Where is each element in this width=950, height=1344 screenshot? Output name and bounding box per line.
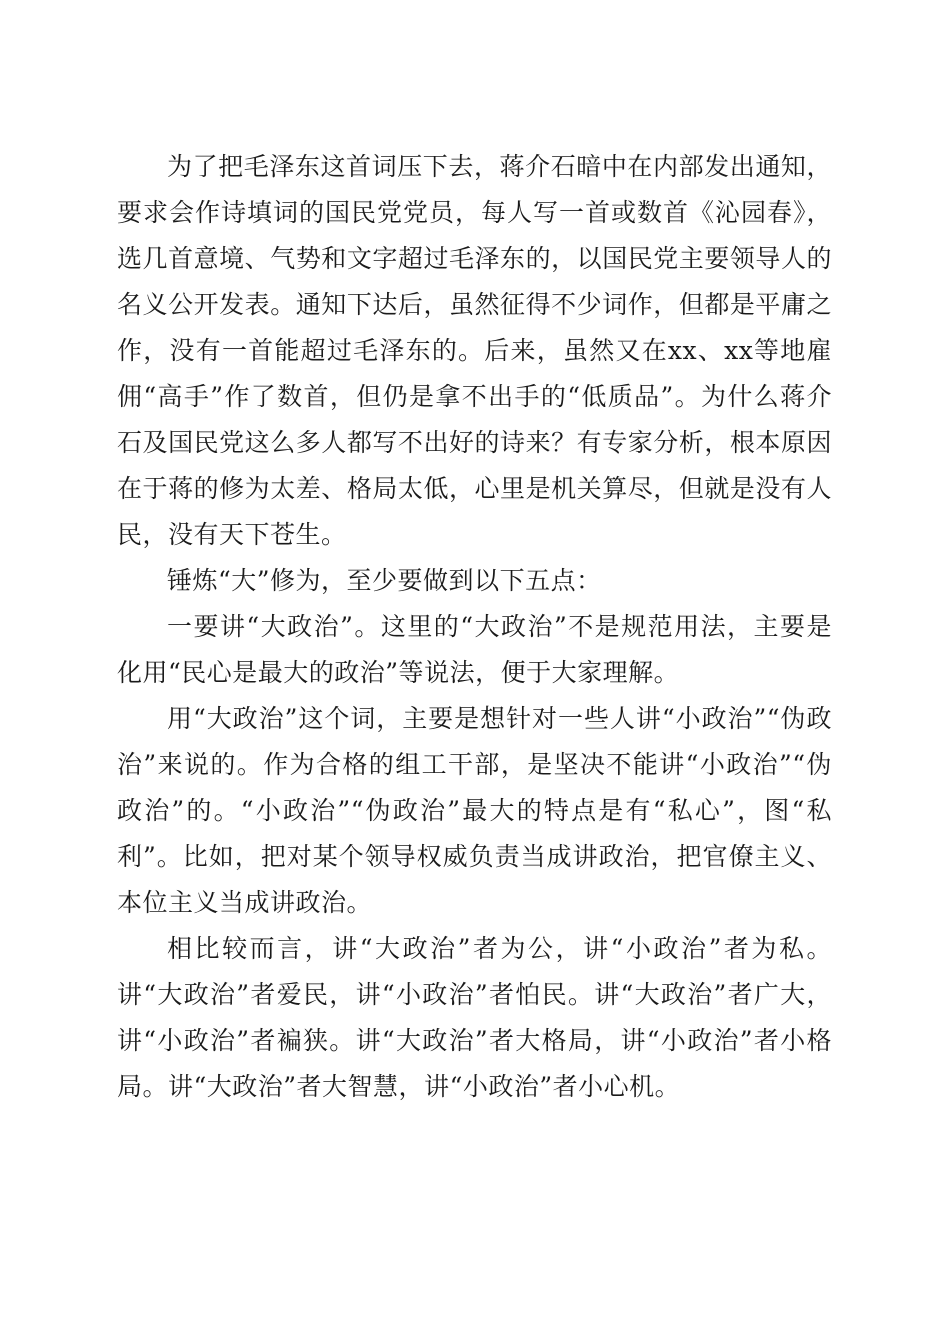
paragraph-jiang-poetry: 为了把毛泽东这首词压下去，蒋介石暗中在内部发出通知，要求会作诗填词的国民党党员，每人写一首或数首《沁园春》，选几首意境、气势和文字超过毛泽东的，以国民党主要领导人的名义公开发表。通知下达后，虽然征得不少词作，但都是平庸之作，没有一首能超过毛泽东的。后来，虽然又在xx、xx等地雇佣“高手”作了数首，但仍是拿不出手的“低质品”。为什么蒋介石及国民党这么多人都写不出好的诗来？有专家分析，根本原因在于蒋的修为太差、格局太低，心里是机关算尽，但就是没有人民，没有天下苍生。 bbox=[117, 152, 832, 549]
paragraph-small-politics: 用“大政治”这个词，主要是想针对一些人讲“小政治”“伪政治”来说的。作为合格的组工干部，是坚决不能讲“小政治”“伪政治”的。“小政治”“伪政治”最大的特点是有“私心”，图“私利”。比如，把对某个领导权威负责当成讲政治，把官僚主义、本位主义当成讲政治。 bbox=[117, 704, 832, 917]
paragraph-big-politics: 一要讲“大政治”。这里的“大政治”不是规范用法，主要是化用“民心是最大的政治”等说法，便于大家理解。 bbox=[117, 612, 832, 687]
paragraph-five-points-intro: 锤炼“大”修为，至少要做到以下五点： bbox=[167, 566, 602, 595]
paragraph-comparison: 相比较而言，讲“大政治”者为公，讲“小政治”者为私。讲“大政治”者爱民，讲“小政治”者怕民。讲“大政治”者广大，讲“小政治”者褊狭。讲“大政治”者大格局，讲“小政治”者小格局。讲“大政治”者大智慧，讲“小政治”者小心机。 bbox=[117, 934, 832, 1101]
document-body bbox=[117, 144, 832, 1110]
